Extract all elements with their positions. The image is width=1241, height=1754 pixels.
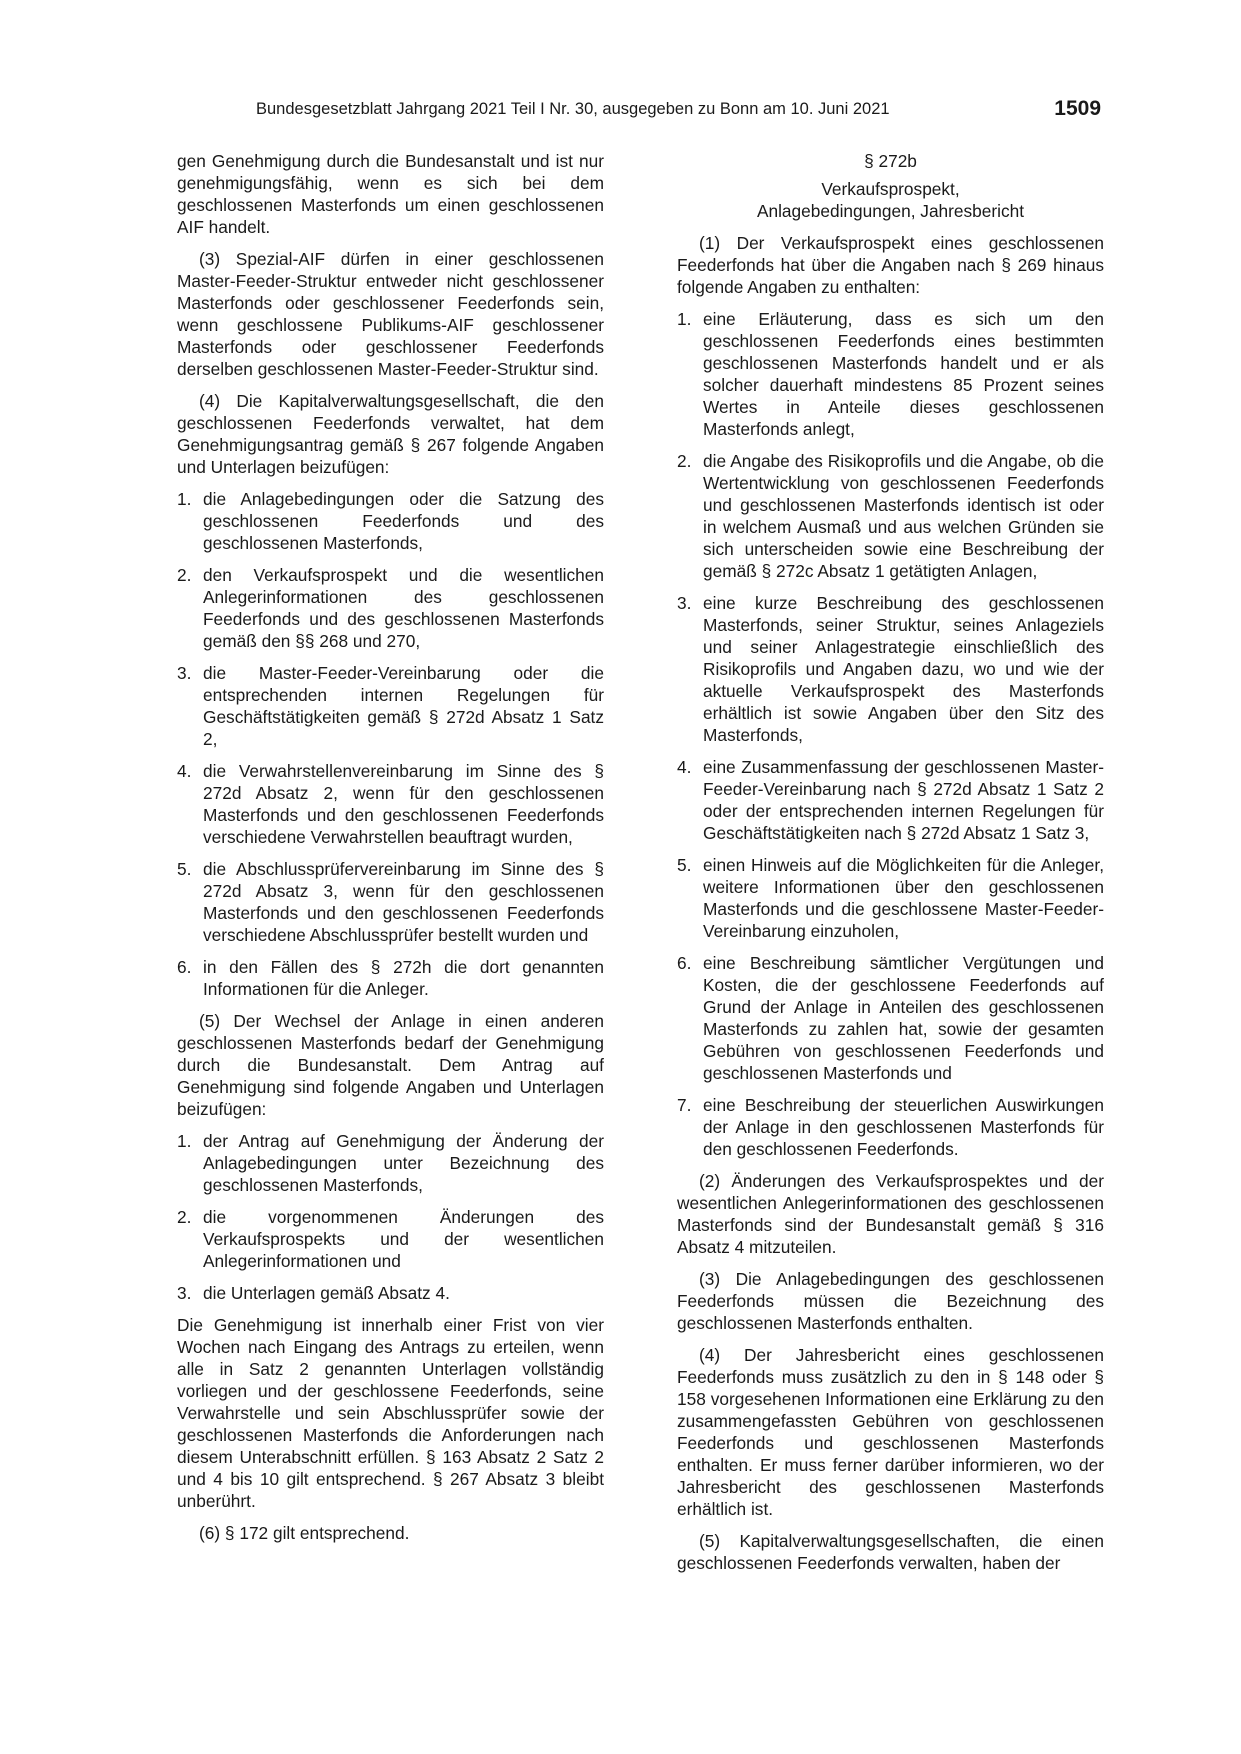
- paragraph: (5) Kapitalverwaltungsgesellschaften, die einen geschlossenen Feederfonds verwalten, haben der: [677, 1531, 1104, 1573]
- list-text: einen Hinweis auf die Möglichkeiten für die Anleger, weitere Informationen über den geschlossenen Masterfonds und die geschlossene Master-Feeder-Vereinbarung einzuholen,: [703, 855, 1104, 941]
- left-column: [177, 150, 604, 1554]
- right-column: [677, 150, 1104, 1584]
- paragraph: (4) Der Jahresbericht eines geschlossenen Feederfonds muss zusätzlich zu den in § 148 oder § 158 vorgesehenen Informationen eine Erklärung zu den zusammengefassten Gebühren von geschlossenen Feederfonds und geschlossenen Masterfonds enthalten. Er muss ferner darüber informieren, wo der Jahresbericht des geschlossenen Masterfonds erhältlich ist.: [677, 1345, 1104, 1519]
- paragraph: Die Genehmigung ist innerhalb einer Frist von vier Wochen nach Eingang des Antrags zu erteilen, wenn alle in Satz 2 genannten Unterlagen vollständig vorliegen und der geschlossene Feederfonds, seine Verwahrstelle und sein Abschlussprüfer sowie der geschlossenen Masterfonds die Anforderungen nach diesem Unterabschnitt erfüllen. § 163 Absatz 2 Satz 2 und 4 bis 10 gilt entsprechend. § 267 Absatz 3 bleibt unberührt.: [177, 1315, 604, 1511]
- list-number: 3.: [177, 1283, 192, 1303]
- list-text: die Abschlussprüfervereinbarung im Sinne des § 272d Absatz 3, wenn für den geschlossenen Masterfonds und den geschlossenen Feederfonds verschiedene Abschlussprüfer bestellt wurden und: [203, 859, 604, 945]
- list-text: die Master-Feeder-Vereinbarung oder die entsprechenden internen Regelungen für Geschäftstätigkeiten gemäß § 272d Absatz 1 Satz 2,: [203, 663, 604, 749]
- list-number: 1.: [177, 489, 192, 509]
- paragraph: (4) Die Kapitalverwaltungsgesellschaft, die den geschlossenen Feederfonds verwaltet, hat dem Genehmigungsantrag gemäß § 267 folgende Angaben und Unterlagen beizufügen:: [177, 391, 604, 477]
- list-item: [677, 1094, 1104, 1160]
- list-item: [177, 858, 604, 946]
- paragraph: (5) Der Wechsel der Anlage in einen anderen geschlossenen Masterfonds bedarf der Genehmigung durch die Bundesanstalt. Dem Antrag auf Genehmigung sind folgende Angaben und Unterlagen beizufügen:: [177, 1011, 604, 1119]
- list-item: [177, 1130, 604, 1196]
- list-text: eine Zusammenfassung der geschlossenen Master-Feeder-Vereinbarung nach § 272d Absatz 1 Satz 2 oder der entsprechenden internen Regelungen für Geschäftstätigkeiten nach § 272d Absatz 1 Satz 3,: [703, 757, 1104, 843]
- list-number: 6.: [177, 957, 192, 977]
- list-item: [177, 662, 604, 750]
- list-text: eine Erläuterung, dass es sich um den geschlossenen Feederfonds eines bestimmten geschlossenen Masterfonds handelt und er als solcher dauerhaft mindestens 85 Prozent seines Wertes in Anteile dieses geschlossenen Masterfonds anlegt,: [703, 309, 1104, 439]
- list-number: 2.: [677, 451, 692, 471]
- list-number: 4.: [177, 761, 192, 781]
- list-text: der Antrag auf Genehmigung der Änderung der Anlagebedingungen unter Bezeichnung des geschlossenen Masterfonds,: [203, 1131, 604, 1195]
- page-number: 1509: [1054, 97, 1101, 120]
- list-text: die Verwahrstellenvereinbarung im Sinne des § 272d Absatz 2, wenn für den geschlossenen Masterfonds und den geschlossenen Feederfonds verschiedene Verwahrstellen beauftragt wurden,: [203, 761, 604, 847]
- paragraph: (2) Änderungen des Verkaufsprospektes und der wesentlichen Anlegerinformationen des geschlossenen Masterfonds sind der Bundesanstalt gemäß § 316 Absatz 4 mitzuteilen.: [677, 1171, 1104, 1257]
- list-number: 5.: [677, 855, 692, 875]
- paragraph: (3) Spezial-AIF dürfen in einer geschlossenen Master-Feeder-Struktur entweder nicht geschlossener Masterfonds oder geschlossener Feederfonds sein, wenn geschlossene Publikums-AIF geschlossener Masterfonds oder geschlossener Feederfonds derselben geschlossenen Master-Feeder-Struktur sind.: [177, 249, 604, 379]
- list-item: [677, 854, 1104, 942]
- paragraph: gen Genehmigung durch die Bundesanstalt und ist nur genehmigungsfähig, wenn es sich bei dem geschlossenen Masterfonds um einen geschlossenen AIF handelt.: [177, 151, 604, 237]
- list-number: 3.: [677, 593, 692, 613]
- list-number: 7.: [677, 1095, 692, 1115]
- list-item: [177, 956, 604, 1000]
- paragraph: (3) Die Anlagebedingungen des geschlossenen Feederfonds müssen die Bezeichnung des geschlossenen Masterfonds enthalten.: [677, 1269, 1104, 1333]
- list-item: [177, 760, 604, 848]
- list-number: 2.: [177, 565, 192, 585]
- list-text: den Verkaufsprospekt und die wesentlichen Anlegerinformationen des geschlossenen Feederfonds und des geschlossenen Masterfonds gemäß den §§ 268 und 270,: [203, 565, 604, 651]
- section-heading-line: Anlagebedingungen, Jahresbericht: [756, 201, 1025, 221]
- list-item: [177, 1206, 604, 1272]
- list-text: eine Beschreibung sämtlicher Vergütungen und Kosten, die der geschlossene Feederfonds auf Grund der Anlage in Anteilen des geschlossenen Masterfonds zu zahlen hat, sowie der gesamten Gebühren von geschlossenen Feederfonds und geschlossenen Masterfonds und: [703, 953, 1104, 1083]
- list-text: eine Beschreibung der steuerlichen Auswirkungen der Anlage in den geschlossenen Masterfonds für den geschlossenen Feederfonds.: [703, 1095, 1104, 1159]
- list-number: 6.: [677, 953, 692, 973]
- paragraph: (6) § 172 gilt entsprechend.: [199, 1523, 410, 1543]
- list-item: [677, 592, 1104, 746]
- paragraph: (1) Der Verkaufsprospekt eines geschlossenen Feederfonds hat über die Angaben nach § 269 hinaus folgende Angaben zu enthalten:: [677, 233, 1104, 297]
- list-number: 3.: [177, 663, 192, 683]
- list-text: eine kurze Beschreibung des geschlossenen Masterfonds, seiner Struktur, seines Anlageziels und seiner Anlagestrategie einschließlich des Risikoprofils und Angaben dazu, wo und wie der aktuelle Verkaufsprospekt des Masterfonds erhältlich ist sowie Angaben über den Sitz des Masterfonds,: [703, 593, 1104, 745]
- list-text: die Angabe des Risikoprofils und die Angabe, ob die Wertentwicklung von geschlossenen Feederfonds und geschlossenen Masterfonds identisch ist oder in welchem Ausmaß und aus welchen Gründen sie sich unterscheiden sowie eine Beschreibung der gemäß § 272c Absatz 1 getätigten Anlagen,: [703, 451, 1104, 581]
- list-text: die vorgenommenen Änderungen des Verkaufsprospekts und der wesentlichen Anlegerinformationen und: [203, 1207, 604, 1271]
- list-number: 4.: [677, 757, 692, 777]
- list-number: 2.: [177, 1207, 192, 1227]
- list-item: [177, 1282, 604, 1304]
- header-title: Bundesgesetzblatt Jahrgang 2021 Teil I Nr. 30, ausgegeben zu Bonn am 10. Juni 2021: [256, 100, 890, 118]
- list-item: [677, 756, 1104, 844]
- list-text: in den Fällen des § 272h die dort genannten Informationen für die Anleger.: [203, 957, 604, 999]
- list-number: 1.: [677, 309, 692, 329]
- list-number: 5.: [177, 859, 192, 879]
- list-number: 1.: [177, 1131, 192, 1151]
- list-item: [677, 450, 1104, 582]
- list-text: die Anlagebedingungen oder die Satzung des geschlossenen Feederfonds und des geschlossenen Masterfonds,: [203, 489, 604, 553]
- list-item: [177, 564, 604, 652]
- section-heading-line: Verkaufsprospekt,: [821, 179, 960, 199]
- list-item: [677, 308, 1104, 440]
- list-item: [677, 952, 1104, 1084]
- list-text: die Unterlagen gemäß Absatz 4.: [203, 1283, 450, 1303]
- list-item: [177, 488, 604, 554]
- section-number: § 272b: [864, 151, 917, 171]
